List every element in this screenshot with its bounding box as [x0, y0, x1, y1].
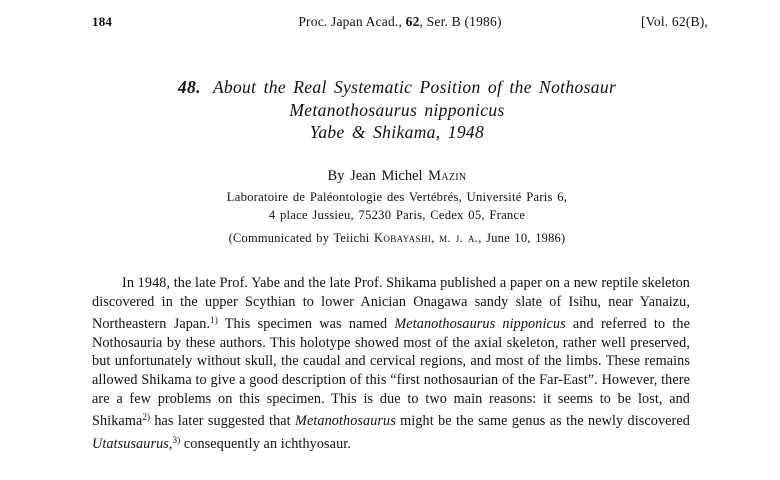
author-surname: Mazin — [428, 168, 467, 184]
communicated-by-line — [110, 231, 684, 246]
footnote-marker-3: 3) — [172, 434, 181, 445]
title-line-3-authority: Yabe & Shikama, 1948 — [309, 122, 485, 142]
title-main-text: About the Real Systematic Position of the Nothosaur — [212, 77, 617, 97]
communicator-surname: Kobayashi — [374, 231, 432, 245]
paragraph-1-segment-5: might be the same genus as the newly discovered — [395, 413, 690, 430]
affiliation-line-2: 4 place Jussieu, 75230 Paris, Cedex 05, France — [268, 208, 526, 222]
communicator-credential: m. j. a. — [439, 231, 479, 245]
paragraph-1-segment-7: consequently an ichthyosaur. — [180, 435, 351, 452]
paragraph-1-segment-4: has later suggested that — [150, 413, 296, 430]
journal-series: , Ser. B (1986) — [419, 14, 502, 29]
page-folio-number: 184 — [92, 14, 113, 29]
footnote-marker-1: 1) — [210, 315, 218, 326]
footnote-marker-2: 2) — [142, 412, 151, 423]
running-head — [92, 14, 708, 34]
volume-bracket-label: [Vol. 62(B), — [640, 14, 708, 29]
paragraph-1-segment-3: and referred to the Nothosauria by these authors. This holotype showed most of the axial skeleton, rather well preserved, but unfortunately without skull, the caudal and cervical regions, and most of the limbs. These remains allowed Shikama to give a good description of this “first nothosaurian of the Far-East”. However, there are a few problems on this specimen. This is due to two main reasons: it seems to be lost, and Shikama — [92, 316, 690, 430]
genus-name-italic-2: Metanothosaurus — [295, 413, 396, 430]
byline-prefix: By Jean Michel — [327, 168, 429, 184]
title-line-2-species: Metanothosaurus nipponicus — [289, 99, 505, 120]
paragraph-1-segment-2: This specimen was named — [217, 316, 395, 333]
journal-name: Proc. Japan Acad., — [298, 14, 406, 29]
article-number: 48. — [177, 77, 201, 97]
genus-name-italic-3: Utatsusaurus — [92, 435, 169, 452]
communicated-date: , June 10, 1986) — [478, 231, 566, 245]
affiliation-line-1: Laboratoire de Paléontologie des Vertébrés, Université Paris 6, — [226, 190, 568, 204]
paragraph-1-segment-6: , — [168, 435, 173, 452]
communicated-prefix: (Communicated by Teiichi — [228, 231, 375, 245]
journal-citation-line — [212, 14, 588, 30]
communicated-separator: , — [431, 231, 440, 245]
paragraph-1 — [92, 274, 690, 453]
byline — [110, 166, 684, 186]
journal-volume: 62 — [405, 14, 420, 29]
species-name-italic-1: Metanothosaurus nipponicus — [394, 316, 566, 333]
paragraph-1-segment-1: In 1948, the late Prof. Yabe and the late Prof. Shikama published a paper on a new reptile skeleton discovered in the upper Scythian to lower Anician Onagawa sandy slate of Isihu, near Yanaizu, Northeastern Japan. — [92, 275, 690, 333]
article-title-block — [110, 76, 684, 144]
title-line-1 — [110, 76, 684, 99]
author-block — [110, 166, 684, 224]
body-text-region — [92, 274, 690, 453]
